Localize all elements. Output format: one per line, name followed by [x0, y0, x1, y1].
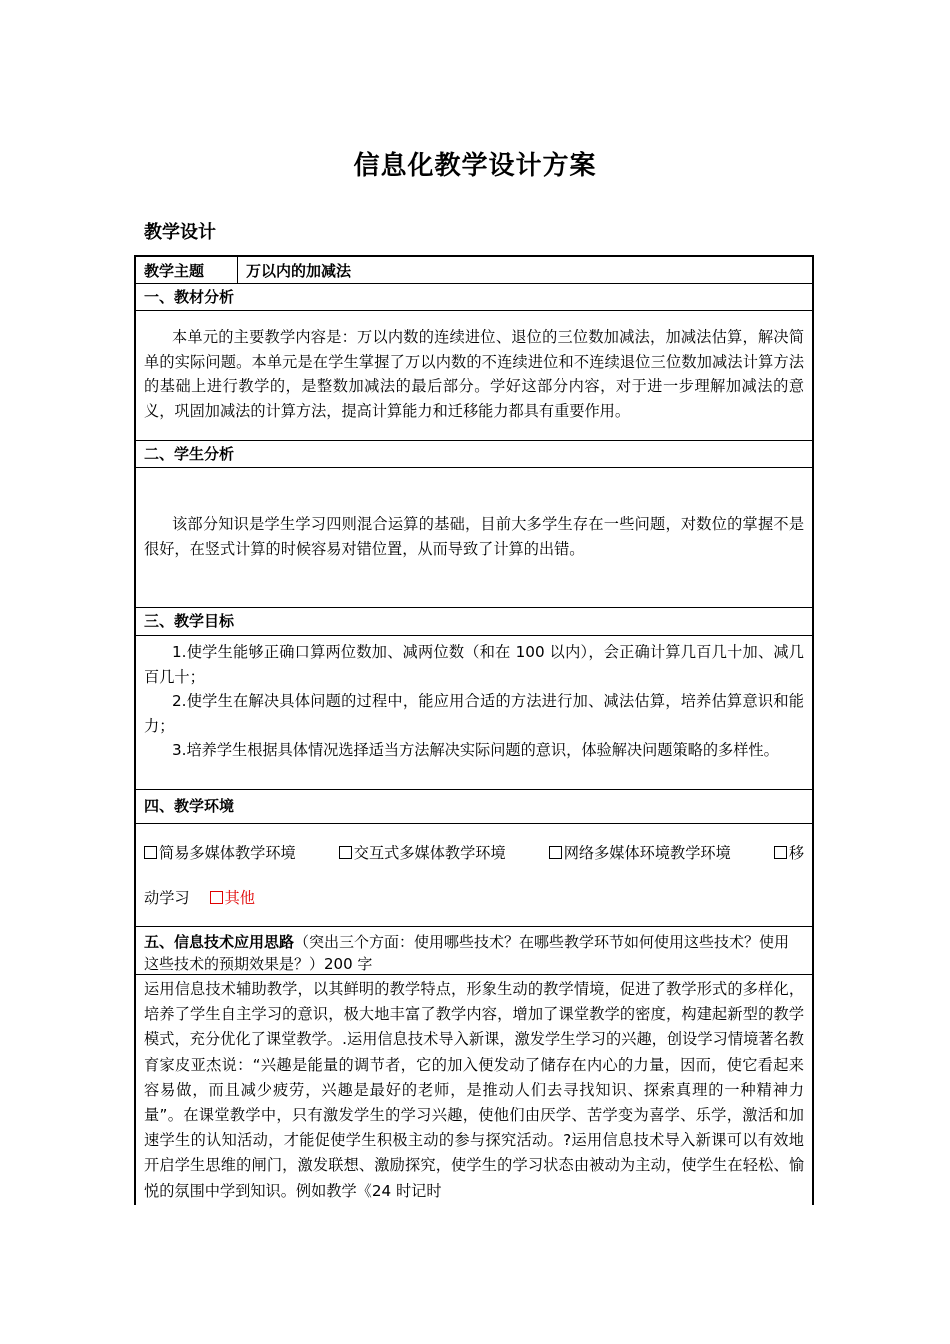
- environment-cell: [136, 824, 812, 927]
- topic-label: 教学主题: [136, 257, 238, 283]
- checkbox-icon[interactable]: [774, 846, 787, 859]
- tech-application-cell: [136, 975, 812, 1205]
- teaching-goals-cell: [136, 636, 812, 790]
- checkbox-icon[interactable]: [144, 846, 157, 859]
- env-option-interactive[interactable]: 交互式多媒体教学环境: [339, 842, 506, 863]
- material-analysis-heading: 一、教材分析: [136, 284, 812, 311]
- topic-row: [136, 257, 812, 284]
- teaching-goals-heading: 三、教学目标: [136, 608, 812, 636]
- student-analysis-cell: [136, 468, 812, 608]
- student-analysis-text: 该部分知识是学生学习四则混合运算的基础，目前大多学生存在一些问题，对数位的掌握不是很好，在竖式计算的时候容易对错位置，从而导致了计算的出错。: [144, 515, 804, 558]
- env-option-simple[interactable]: 简易多媒体教学环境: [144, 842, 296, 863]
- design-table: [134, 255, 814, 1205]
- material-analysis-text: 本单元的主要教学内容是：万以内数的连续进位、退位的三位数加减法，加减法估算，解决简单的实际问题。本单元是在学生掌握了万以内数的不连续进位和不连续退位三位数加减法计算方法的基础上进行教学的，是整数加减法的最后部分。学好这部分内容，对于进一步理解加减法的意义，巩固加减法的计算方法，提高计算能力和迁移能力都具有重要作用。: [144, 328, 804, 420]
- student-analysis-heading: 二、学生分析: [136, 441, 812, 468]
- tech-application-note: （突出三个方面：使用哪些技术？在哪些教学环节如何使用这些技术？使用这些技术的预期效果是？）200 字: [144, 933, 790, 973]
- document-title: 信息化教学设计方案: [353, 151, 597, 181]
- environment-heading: 四、教学环境: [136, 790, 812, 824]
- goal-item-1: 1.使学生能够正确口算两位数加、减两位数（和在 100 以内），会正确计算几百几十加、减几百几十；: [144, 643, 804, 686]
- env-option-mobile-cont: 动学习: [144, 889, 190, 907]
- environment-options-line-2: [136, 887, 812, 908]
- env-option-other[interactable]: 其他: [210, 887, 255, 908]
- checkbox-icon[interactable]: [549, 846, 562, 859]
- env-option-network[interactable]: 网络多媒体环境教学环境: [549, 842, 731, 863]
- tech-application-text: 运用信息技术辅助教学，以其鲜明的教学特点，形象生动的教学情境，促进了教学形式的多样化，培养了学生自主学习的意识，极大地丰富了教学内容，增加了课堂教学的密度，构建起新型的教学模式，充分优化了课堂教学。.运用信息技术导入新课，激发学生学习的兴趣，创设学习情境著名教育家皮亚杰说：“兴趣是能量的调节者，它的加入便发动了储存在内心的力量，因而，使它看起来容易做，而且减少疲劳，兴趣是最好的老师，是推动人们去寻找知识、探索真理的一种精神力量”。在课堂教学中，只有激发学生的学习兴趣，使他们由厌学、苦学变为喜学、乐学，激活和加速学生的认知活动，才能促使学生积极主动的参与探究活动。?运用信息技术导入新课可以有效地开启学生思维的闸门，激发联想、激励探究，使学生的学习状态由被动为主动，使学生在轻松、愉悦的氛围中学到知识。例如教学《24 时记时: [144, 980, 804, 1200]
- material-analysis-cell: [136, 311, 812, 441]
- goal-item-2: 2.使学生在解决具体问题的过程中，能应用合适的方法进行加、减法估算，培养估算意识和能力；: [144, 692, 804, 735]
- checkbox-icon[interactable]: [339, 846, 352, 859]
- checkbox-icon[interactable]: [210, 891, 223, 904]
- goal-item-3: 3.培养学生根据具体情况选择适当方法解决实际问题的意识，体验解决问题策略的多样性。: [172, 741, 779, 759]
- tech-application-heading-title: 五、信息技术应用思路: [144, 933, 295, 951]
- topic-value: 万以内的加减法: [246, 262, 352, 280]
- section-heading: 教学设计: [144, 222, 216, 243]
- environment-options-line: [136, 842, 812, 863]
- tech-application-heading: [136, 927, 812, 975]
- env-option-mobile[interactable]: 移: [774, 842, 804, 863]
